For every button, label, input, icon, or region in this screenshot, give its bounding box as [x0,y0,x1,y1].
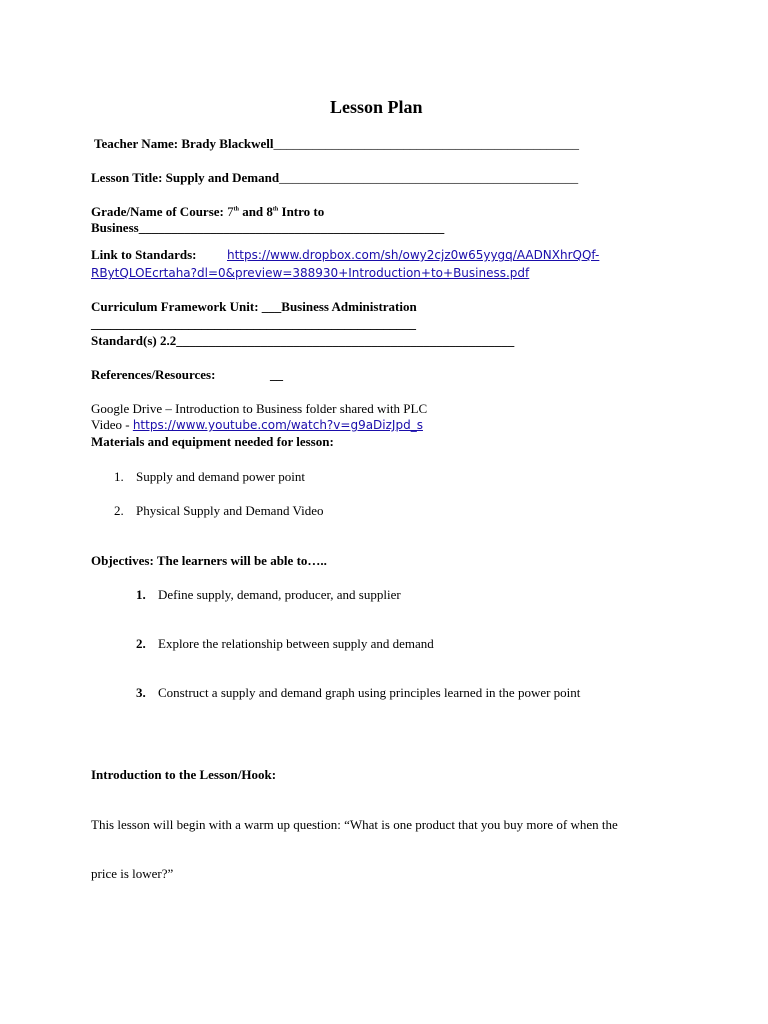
intro-label: Introduction to the Lesson/Hook: [91,767,277,782]
grade-course-line-2: Business_______________________________________________ [91,220,445,235]
references-blank: __ [270,367,283,382]
standards-label: Link to Standards: [91,247,197,262]
list-item-text: Define supply, demand, producer, and supplier [158,587,401,602]
grade-label: Grade/Name of Course: [91,204,224,219]
intro-text-line-2: price is lower?” [91,866,174,881]
video-resource [91,417,423,433]
page-title: Lesson Plan [330,97,423,117]
references-label: References/Resources: [91,367,216,382]
list-item-number: 2. [136,636,146,651]
standards-number: Standard(s) 2.2____________________________________________________ [91,333,515,348]
materials-label: Materials and equipment needed for lesson: [91,434,334,449]
lesson-title-line: ______________________________________________ [279,170,579,185]
list-item [136,685,580,701]
list-item-text: Explore the relationship between supply and demand [158,636,434,651]
list-item [114,503,323,519]
google-drive-resource: Google Drive – Introduction to Business folder shared with PLC [91,401,428,416]
grade-and-8: and 8 [238,204,273,219]
list-item-number: 1. [136,587,146,602]
list-item-number: 1. [114,469,124,484]
grade-course [91,204,324,220]
list-item-number: 2. [114,503,124,518]
list-item-text: Construct a supply and demand graph using principles learned in the power point [158,685,581,700]
intro-text-line-1: This lesson will begin with a warm up question: “What is one product that you buy more of when the [91,817,618,832]
standards-link-part-2[interactable]: RBytQLOEcrtaha?dl=0&preview=388930+Introduction+to+Business.pdf [91,266,530,280]
list-item [136,587,401,603]
grade-sup-th-2: th [272,206,279,213]
objectives-label: Objectives: The learners will be able to….. [91,553,327,568]
list-item-text: Supply and demand power point [136,469,305,484]
curriculum-line: __________________________________________________ [91,316,416,331]
grade-sup-th-1: th [233,206,239,213]
teacher-name-text: Teacher Name: Brady Blackwell [94,136,274,151]
teacher-name [94,136,579,152]
video-label: Video - [91,417,133,432]
grade-intro: Intro to [278,204,325,219]
curriculum-unit: Curriculum Framework Unit: ___Business Administration [91,299,417,314]
list-item-text: Physical Supply and Demand Video [136,503,324,518]
list-item-number: 3. [136,685,146,700]
list-item [114,469,305,485]
teacher-name-line: _______________________________________________ [273,136,579,151]
standards-link-part-1[interactable]: https://www.dropbox.com/sh/owy2cjz0w65yygq/AADNXhrQQf- [227,248,600,262]
list-item [136,636,434,652]
lesson-title-text: Lesson Title: Supply and Demand [91,170,280,185]
video-link[interactable]: https://www.youtube.com/watch?v=g9aDizJpd_s [132,418,423,432]
lesson-title [91,170,578,186]
grade-7: 7 [227,204,234,219]
